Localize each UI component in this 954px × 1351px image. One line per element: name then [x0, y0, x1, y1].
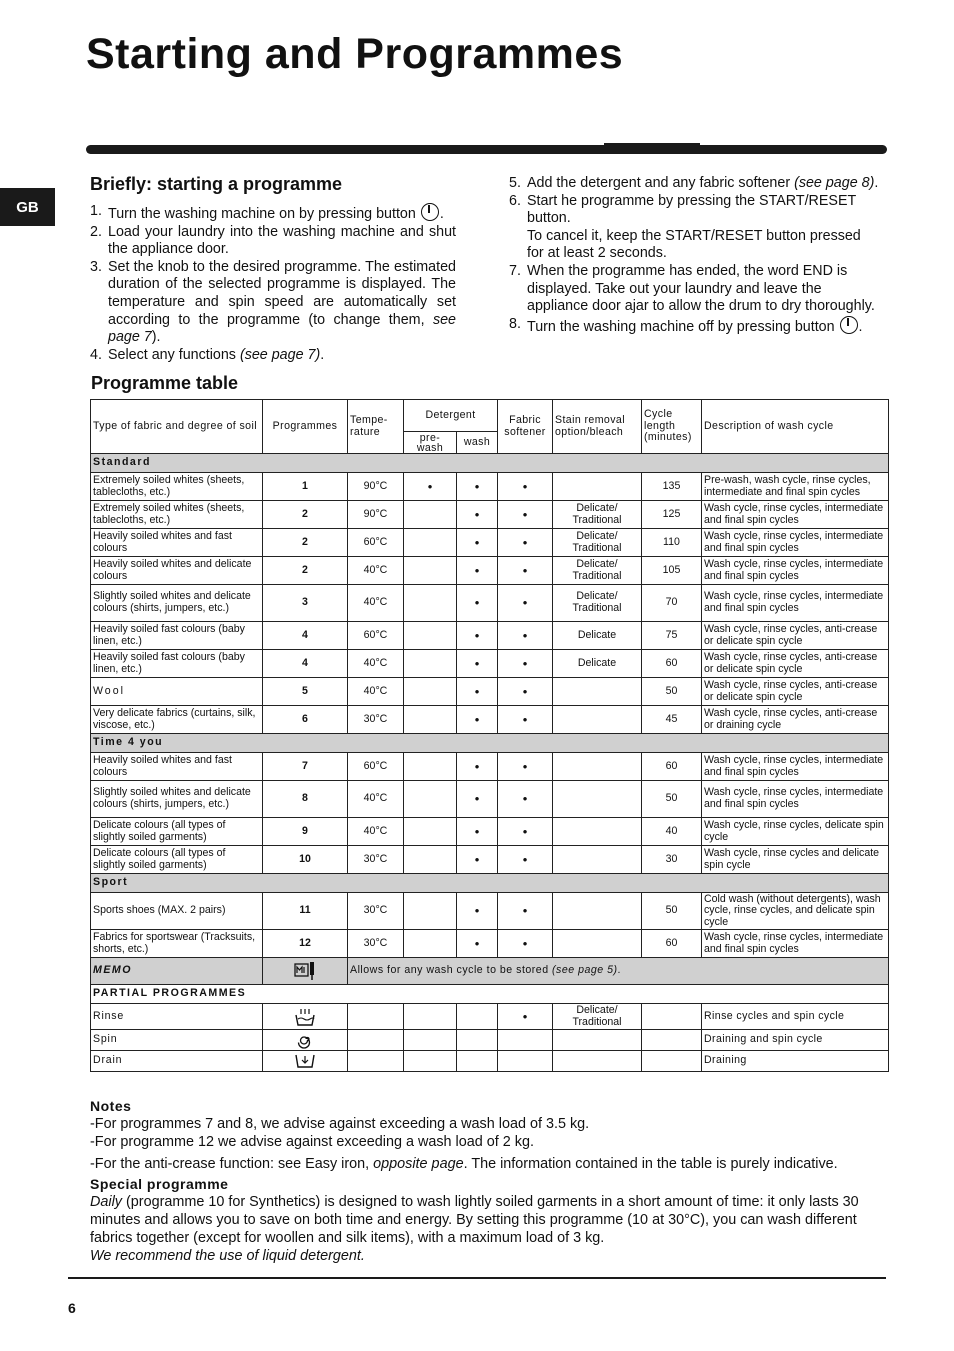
cell-cycle: 75	[642, 622, 702, 650]
section-title: Standard	[91, 454, 889, 473]
cell-prewash	[404, 818, 457, 846]
cell-softener: •	[498, 557, 553, 585]
cell-stain	[553, 678, 642, 706]
cell-cycle: 45	[642, 706, 702, 734]
header-prewash: pre- wash	[404, 432, 457, 454]
cell-temperature: 40°C	[348, 585, 404, 622]
cell-stain	[553, 753, 642, 781]
table-row	[91, 846, 889, 874]
cell-prewash	[404, 1030, 457, 1051]
special-heading: Special programme	[90, 1176, 229, 1192]
step-text: Start he programme by pressing the START/RESET button.	[527, 192, 856, 227]
cell-fabric: Heavily soiled whites and fast colours	[91, 753, 263, 781]
cell-prewash	[404, 622, 457, 650]
title-rule-notch	[604, 143, 700, 145]
cell-temperature	[348, 1051, 404, 1072]
bottom-rule	[68, 1277, 886, 1279]
cell-prewash	[404, 650, 457, 678]
notes-section	[90, 1097, 890, 1173]
note-text-end: . The information contained in the table is purely indicative.	[463, 1156, 838, 1172]
step-text: When the programme has ended, the word END is displayed. Take out your laundry and leave the appliance door ajar to allow the drum to dry thoroughly.	[527, 262, 875, 315]
table-row	[91, 818, 889, 846]
step-number: 1.	[90, 203, 102, 219]
cell-temperature: 40°C	[348, 818, 404, 846]
cell-fabric: Heavily soiled fast colours (baby linen, etc.)	[91, 650, 263, 678]
cell-programme: 2	[263, 557, 348, 585]
programme-table-heading: Programme table	[91, 373, 239, 393]
cell-stain	[553, 1030, 642, 1051]
page-reference: see page 7	[108, 311, 456, 346]
cell-prewash	[404, 893, 457, 930]
cell-fabric: Delicate colours (all types of slightly soiled garments)	[91, 846, 263, 874]
cell-cycle: 60	[642, 650, 702, 678]
cell-temperature: 90°C	[348, 473, 404, 501]
cell-cycle: 50	[642, 678, 702, 706]
cell-softener: •	[498, 753, 553, 781]
step-1	[90, 203, 456, 224]
step-2	[90, 224, 456, 259]
cell-softener: •	[498, 501, 553, 529]
cell-fabric: Heavily soiled whites and fast colours	[91, 529, 263, 557]
cell-programme: 4	[263, 622, 348, 650]
header-detergent: Detergent	[404, 400, 498, 432]
step-number: 4.	[90, 346, 102, 363]
cell-temperature: 40°C	[348, 678, 404, 706]
cell-softener: •	[498, 1004, 553, 1030]
table-row	[91, 753, 889, 781]
table-row	[91, 706, 889, 734]
section-row	[91, 985, 889, 1004]
note-text: -For the anti-crease function: see Easy iron,	[90, 1156, 374, 1172]
daily-label: Daily	[90, 1194, 122, 1210]
cell-fabric: Heavily soiled fast colours (baby linen, etc.)	[91, 622, 263, 650]
cell-softener: •	[498, 706, 553, 734]
cell-softener: •	[498, 585, 553, 622]
memo-text	[348, 958, 889, 985]
cell-softener: •	[498, 529, 553, 557]
step-text: Add the detergent and any fabric softener	[527, 175, 795, 191]
section-title: Sport	[91, 874, 889, 893]
cell-description: Wash cycle, rinse cycles, intermediate and final spin cycles	[702, 557, 889, 585]
cell-wash: •	[457, 706, 498, 734]
cell-stain: Delicate	[553, 622, 642, 650]
memo-end: .	[617, 964, 621, 977]
cell-description: Draining	[702, 1051, 889, 1072]
cell-description: Rinse cycles and spin cycle	[702, 1004, 889, 1030]
page-reference: (see page 8)	[794, 175, 875, 191]
cell-softener: •	[498, 678, 553, 706]
page-title: Starting and Programmes	[86, 30, 624, 78]
cell-cycle	[642, 1030, 702, 1051]
cell-cycle: 125	[642, 501, 702, 529]
step-text-end: ).	[151, 329, 161, 346]
step-text-end: .	[874, 175, 879, 191]
cell-wash: •	[457, 622, 498, 650]
cell-fabric: Fabrics for sportswear (Tracksuits, shorts, etc.)	[91, 930, 263, 958]
cell-softener: •	[498, 818, 553, 846]
cell-temperature	[348, 1004, 404, 1030]
cell-temperature: 40°C	[348, 557, 404, 585]
cell-prewash	[404, 781, 457, 818]
cell-fabric: Slightly soiled whites and delicate colours (shirts, jumpers, etc.)	[91, 585, 263, 622]
cell-programme: 11	[263, 893, 348, 930]
cell-programme: 5	[263, 678, 348, 706]
cell-fabric: Very delicate fabrics (curtains, silk, viscose, etc.)	[91, 706, 263, 734]
step-text: Load your laundry into the washing machine and shut the appliance door.	[108, 223, 456, 258]
step-text: Set the knob to the desired programme. The estimated duration of the selected programme is displayed. The temperature and spin speed are automatically set according to the programme (to change them,	[108, 258, 456, 328]
note-line	[90, 1155, 890, 1173]
cell-softener: •	[498, 781, 553, 818]
cell-cycle	[642, 1051, 702, 1072]
cell-programme: 7	[263, 753, 348, 781]
cell-description: Wash cycle, rinse cycles, intermediate and final spin cycles	[702, 529, 889, 557]
cell-description: Wash cycle, rinse cycles, intermediate and final spin cycles	[702, 585, 889, 622]
section-title: PARTIAL PROGRAMMES	[91, 985, 889, 1004]
cell-softener	[498, 1030, 553, 1051]
table-row	[91, 473, 889, 501]
cell-description: Draining and spin cycle	[702, 1030, 889, 1051]
notes-heading: Notes	[90, 1098, 132, 1114]
language-tab: GB	[0, 188, 55, 226]
cell-temperature	[348, 1030, 404, 1051]
cell-programme: 2	[263, 529, 348, 557]
cell-programme: 3	[263, 585, 348, 622]
cell-wash: •	[457, 678, 498, 706]
cell-stain: Delicate/ Traditional	[553, 501, 642, 529]
note-line: -For programmes 7 and 8, we advise against exceeding a wash load of 3.5 kg.	[90, 1116, 590, 1132]
page-number: 6	[68, 1300, 76, 1316]
cell-description: Cold wash (without detergents), wash cycle, rinse cycles, and delicate spin cycle	[702, 893, 889, 930]
special-body	[90, 1193, 890, 1247]
cell-prewash	[404, 753, 457, 781]
cell-description: Wash cycle, rinse cycles and delicate spin cycle	[702, 846, 889, 874]
table-row	[91, 893, 889, 930]
table-row	[91, 930, 889, 958]
step-text: Select any functions	[108, 346, 240, 363]
cell-temperature: 30°C	[348, 706, 404, 734]
special-programme-section	[90, 1175, 890, 1265]
cell-prewash	[404, 678, 457, 706]
step-text-end: .	[320, 346, 325, 363]
step-number: 2.	[90, 223, 102, 240]
cell-programme: 12	[263, 930, 348, 958]
cell-stain: Delicate/ Traditional	[553, 557, 642, 585]
cell-stain: Delicate/ Traditional	[553, 1004, 642, 1030]
rinse-icon	[294, 1007, 316, 1027]
cell-programme: 2	[263, 501, 348, 529]
cell-stain	[553, 818, 642, 846]
table-row	[91, 650, 889, 678]
cell-description: Wash cycle, rinse cycles, anti-crease or delicate spin cycle	[702, 678, 889, 706]
cell-wash: •	[457, 818, 498, 846]
step-text-cancel: To cancel it, keep the START/RESET button pressed for at least 2 seconds.	[527, 227, 861, 262]
header-cycle: Cycle length (minutes)	[642, 400, 702, 454]
memo-description: Allows for any wash cycle to be stored	[350, 964, 553, 977]
header-description: Description of wash cycle	[702, 400, 889, 454]
cell-stain: Delicate/ Traditional	[553, 585, 642, 622]
cell-temperature: 90°C	[348, 501, 404, 529]
cell-stain	[553, 846, 642, 874]
header-fabric: Type of fabric and degree of soil	[91, 400, 263, 454]
table-row	[91, 781, 889, 818]
cell-cycle: 60	[642, 930, 702, 958]
cell-cycle: 135	[642, 473, 702, 501]
step-number: 7.	[509, 262, 521, 279]
cell-wash: •	[457, 585, 498, 622]
cell-fabric: Extremely soiled whites (sheets, tablecloths, etc.)	[91, 473, 263, 501]
cell-fabric: Sports shoes (MAX. 2 pairs)	[91, 893, 263, 930]
step-text-end: .	[439, 206, 444, 222]
table-row	[91, 529, 889, 557]
cell-stain	[553, 706, 642, 734]
header-programmes: Programmes	[263, 400, 348, 454]
cell-stain: Delicate	[553, 650, 642, 678]
cell-programme: 10	[263, 846, 348, 874]
step-number: 5.	[509, 175, 521, 191]
cell-softener: •	[498, 893, 553, 930]
cell-prewash	[404, 501, 457, 529]
title-rule	[86, 145, 887, 154]
cell-softener: •	[498, 650, 553, 678]
drain-icon	[294, 1052, 316, 1070]
steps-right-list	[509, 175, 881, 336]
note-reference: opposite page	[373, 1156, 464, 1172]
cell-wash: •	[457, 930, 498, 958]
table-row	[91, 622, 889, 650]
cell-temperature: 30°C	[348, 893, 404, 930]
cell-wash: •	[457, 753, 498, 781]
cell-wash: •	[457, 893, 498, 930]
cell-wash: •	[457, 501, 498, 529]
cell-wash: •	[457, 557, 498, 585]
header-softener: Fabric softener	[498, 400, 553, 454]
step-4	[90, 347, 456, 365]
cell-description: Wash cycle, rinse cycles, intermediate and final spin cycles	[702, 781, 889, 818]
cell-icon	[263, 1051, 348, 1072]
step-7	[509, 263, 881, 316]
cell-prewash	[404, 1051, 457, 1072]
cell-programme: 6	[263, 706, 348, 734]
cell-wash: •	[457, 650, 498, 678]
memo-label: MEMO	[91, 958, 263, 985]
cell-temperature: 40°C	[348, 650, 404, 678]
partial-row	[91, 1051, 889, 1072]
cell-prewash	[404, 557, 457, 585]
table-row	[91, 557, 889, 585]
cell-stain	[553, 930, 642, 958]
cell-programme: 8	[263, 781, 348, 818]
partial-row	[91, 1004, 889, 1030]
cell-temperature: 30°C	[348, 930, 404, 958]
cell-wash	[457, 1004, 498, 1030]
note-line: -For programme 12 we advise against exceeding a wash load of 2 kg.	[90, 1134, 534, 1150]
cell-prewash	[404, 529, 457, 557]
header-stain: Stain removal option/bleach	[553, 400, 642, 454]
page-reference: (see page 7)	[239, 346, 321, 363]
cell-fabric: Slightly soiled whites and delicate colours (shirts, jumpers, etc.)	[91, 781, 263, 818]
cell-temperature: 60°C	[348, 753, 404, 781]
cell-stain: Delicate/ Traditional	[553, 529, 642, 557]
partial-row	[91, 1030, 889, 1051]
cell-programme: 4	[263, 650, 348, 678]
cell-programme: 9	[263, 818, 348, 846]
cell-icon	[263, 1004, 348, 1030]
programme-table	[90, 399, 889, 1072]
cell-temperature: 30°C	[348, 846, 404, 874]
cell-description: Pre-wash, wash cycle, rinse cycles, intermediate and final spin cycles	[702, 473, 889, 501]
cell-temperature: 60°C	[348, 622, 404, 650]
cell-cycle: 105	[642, 557, 702, 585]
cell-wash	[457, 1051, 498, 1072]
cell-description: Wash cycle, rinse cycles, delicate spin cycle	[702, 818, 889, 846]
cell-stain	[553, 473, 642, 501]
memo-reference: (see page 5)	[552, 964, 618, 977]
cell-programme: 1	[263, 473, 348, 501]
cell-temperature: 40°C	[348, 781, 404, 818]
cell-cycle: 30	[642, 846, 702, 874]
step-5	[509, 175, 881, 193]
cell-prewash	[404, 846, 457, 874]
cell-stain	[553, 893, 642, 930]
step-text: Turn the washing machine on by pressing button	[108, 206, 420, 222]
cell-description: Wash cycle, rinse cycles, anti-crease or draining cycle	[702, 706, 889, 734]
cell-cycle: 50	[642, 781, 702, 818]
cell-wash: •	[457, 781, 498, 818]
spin-icon	[295, 1031, 315, 1049]
cell-prewash	[404, 706, 457, 734]
briefly-heading: Briefly: starting a programme	[90, 174, 343, 194]
cell-icon	[263, 1030, 348, 1051]
cell-softener: •	[498, 930, 553, 958]
step-text: Turn the washing machine off by pressing button	[527, 318, 839, 335]
special-recommendation: We recommend the use of liquid detergent.	[90, 1248, 365, 1264]
cell-fabric: Delicate colours (all types of slightly soiled garments)	[91, 818, 263, 846]
cell-cycle: 50	[642, 893, 702, 930]
special-text: (programme 10 for Synthetics) is designed to wash lightly soiled garments in a short amount of time: it only lasts 30 minutes and allows you to save on both time and energy. By setting this programme (10 at 30°C), you can wash different fabrics together (except for woollen and silk items), with a maximum load of 3 kg.	[90, 1194, 859, 1246]
step-6	[509, 193, 881, 263]
memo-row	[91, 958, 889, 985]
power-icon	[840, 316, 858, 334]
cell-softener: •	[498, 622, 553, 650]
cell-softener: •	[498, 473, 553, 501]
cell-description: Wash cycle, rinse cycles, intermediate and final spin cycles	[702, 753, 889, 781]
cell-fabric: Wool	[91, 678, 263, 706]
power-icon	[421, 203, 439, 221]
cell-description: Wash cycle, rinse cycles, anti-crease or delicate spin cycle	[702, 650, 889, 678]
cell-wash	[457, 1030, 498, 1051]
memo-icon	[294, 961, 316, 981]
cell-cycle: 70	[642, 585, 702, 622]
cell-softener	[498, 1051, 553, 1072]
cell-fabric: Spin	[91, 1030, 263, 1051]
cell-wash: •	[457, 473, 498, 501]
table-row	[91, 585, 889, 622]
cell-cycle	[642, 1004, 702, 1030]
table-row	[91, 501, 889, 529]
section-row	[91, 454, 889, 473]
cell-cycle: 40	[642, 818, 702, 846]
table-row	[91, 678, 889, 706]
header-temperature: Tempe- rature	[348, 400, 404, 454]
cell-fabric: Heavily soiled whites and delicate colours	[91, 557, 263, 585]
cell-stain	[553, 1051, 642, 1072]
cell-fabric: Extremely soiled whites (sheets, tablecloths, etc.)	[91, 501, 263, 529]
step-8	[509, 316, 881, 337]
cell-prewash	[404, 1004, 457, 1030]
cell-description: Wash cycle, rinse cycles, anti-crease or delicate spin cycle	[702, 622, 889, 650]
section-row	[91, 734, 889, 753]
cell-cycle: 60	[642, 753, 702, 781]
cell-prewash	[404, 585, 457, 622]
memo-icon-cell	[263, 958, 348, 985]
cell-wash: •	[457, 529, 498, 557]
step-3	[90, 259, 456, 347]
cell-wash: •	[457, 846, 498, 874]
section-row	[91, 874, 889, 893]
cell-prewash: •	[404, 473, 457, 501]
header-wash: wash	[457, 432, 498, 454]
cell-fabric: Drain	[91, 1051, 263, 1072]
section-title: Time 4 you	[91, 734, 889, 753]
step-number: 6.	[509, 192, 521, 209]
cell-softener: •	[498, 846, 553, 874]
cell-temperature: 60°C	[348, 529, 404, 557]
step-number: 8.	[509, 315, 521, 332]
cell-description: Wash cycle, rinse cycles, intermediate and final spin cycles	[702, 930, 889, 958]
cell-description: Wash cycle, rinse cycles, intermediate and final spin cycles	[702, 501, 889, 529]
step-text-end: .	[858, 318, 863, 335]
step-number: 3.	[90, 258, 102, 275]
cell-fabric: Rinse	[91, 1004, 263, 1030]
table-body	[91, 454, 889, 1072]
steps-left-list	[90, 203, 456, 364]
cell-cycle: 110	[642, 529, 702, 557]
cell-prewash	[404, 930, 457, 958]
cell-stain	[553, 781, 642, 818]
